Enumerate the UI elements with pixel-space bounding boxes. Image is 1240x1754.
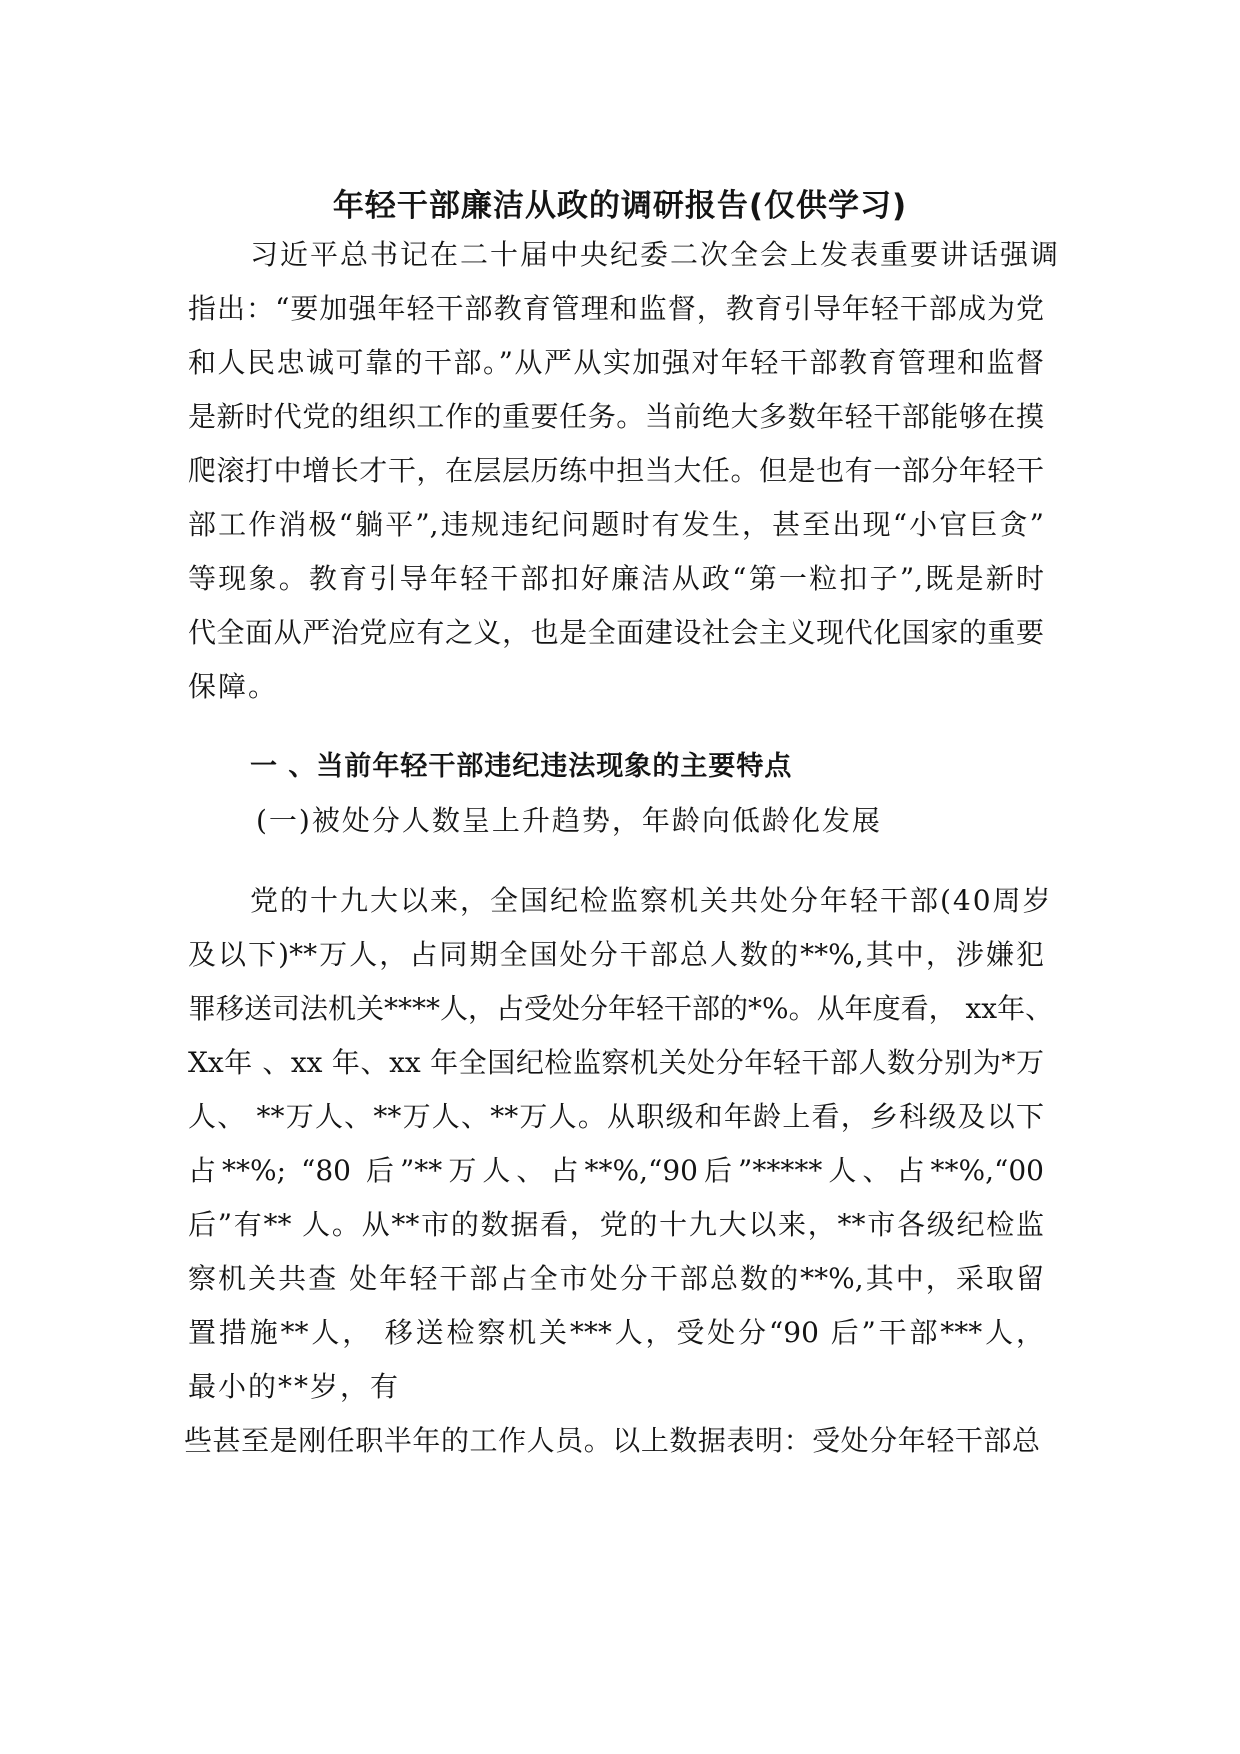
paragraph-line: 习近平总书记在二十届中央纪委二次全会上发表重要讲话强调: [250, 238, 1061, 271]
paragraph-line: 党的十九大以来，全国纪检监察机关共处分年轻干部(40周岁: [250, 884, 1053, 917]
paragraph-line: 是新时代党的组织工作的重要任务。当前绝大多数年轻干部能够在摸: [188, 400, 1044, 433]
paragraph-line: 察机关共查 处年轻干部占全市处分干部总数的**%,其中，采取留: [188, 1262, 1044, 1295]
paragraph-line: 最小的**岁，有: [188, 1370, 401, 1403]
paragraph-line: 置措施**人， 移送检察机关***人，受处分“90 后”干部***人，: [188, 1316, 1044, 1349]
section-heading: 一 、当前年轻干部违纪违法现象的主要特点: [250, 751, 793, 782]
paragraph-line: Xx年 、xx 年、xx 年全国纪检监察机关处分年轻干部人数分别为*万: [188, 1046, 1044, 1079]
paragraph-line: 占**%; “80 后”**万人、占**%,“90后”*****人、占**%,“00: [188, 1154, 1044, 1187]
paragraph-line: 些甚至是刚任职半年的工作人员。以上数据表明：受处分年轻干部总: [184, 1424, 1040, 1457]
paragraph-line: 及以下)**万人，占同期全国处分干部总人数的**%,其中，涉嫌犯: [188, 938, 1044, 971]
paragraph-line: 保障。: [188, 670, 279, 703]
paragraph-line: 等现象。教育引导年轻干部扣好廉洁从政“第一粒扣子”,既是新时: [188, 562, 1044, 595]
paragraph-line: 人、 **万人、**万人、**万人。从职级和年龄上看，乡科级及以下: [188, 1100, 1044, 1133]
paragraph-line: 部工作消极“躺平”,违规违纪问题时有发生，甚至出现“小官巨贪”: [188, 508, 1044, 541]
paragraph-line: 代全面从严治党应有之义，也是全面建设社会主义现代化国家的重要: [188, 616, 1044, 649]
paragraph-line: 和人民忠诚可靠的干部。”从严从实加强对年轻干部教育管理和监督: [188, 346, 1044, 379]
paragraph-line: 罪移送司法机关****人，占受处分年轻干部的*%。从年度看， xx年、: [188, 992, 1054, 1025]
subsection-heading: (一)被处分人数呈上升趋势，年龄向低龄化发展: [256, 804, 882, 837]
paragraph-line: 指出：“要加强年轻干部教育管理和监督，教育引导年轻干部成为党: [188, 292, 1044, 325]
paragraph-line: 爬滚打中增长才干，在层层历练中担当大任。但是也有一部分年轻干: [188, 454, 1044, 487]
paragraph-line: 后”有** 人。从**市的数据看，党的十九大以来，**市各级纪检监: [188, 1208, 1044, 1241]
document-title: 年轻干部廉洁从政的调研报告(仅供学习): [332, 188, 908, 224]
